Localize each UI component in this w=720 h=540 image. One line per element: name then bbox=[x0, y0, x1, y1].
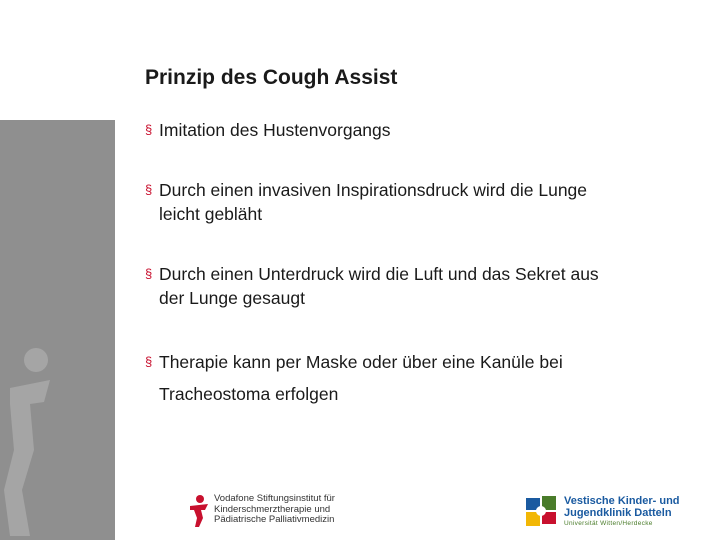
bullet-item bbox=[145, 346, 685, 410]
bullet-text-continued: der Lunge gesaugt bbox=[159, 288, 305, 308]
bullet-text-continued: leicht gebläht bbox=[159, 204, 263, 224]
bullet-marker: § bbox=[145, 266, 153, 281]
clinic-university: Universität Witten/Herdecke bbox=[564, 520, 653, 527]
slide-title: Prinzip des Cough Assist bbox=[145, 66, 398, 89]
bullet-marker: § bbox=[145, 182, 153, 197]
bullet-item bbox=[145, 118, 685, 142]
institute-line-3: Pädiatrische Palliativmedizin bbox=[214, 514, 335, 525]
clinic-logo bbox=[524, 494, 694, 528]
clinic-name-line-2: Jugendklinik Datteln bbox=[564, 507, 672, 519]
bullet-item bbox=[145, 178, 685, 226]
institute-line-1: Vodafone Stiftungsinstitut für bbox=[214, 493, 335, 504]
bullet-text: Imitation des Hustenvorgangs bbox=[159, 120, 391, 140]
bullet-list bbox=[145, 118, 685, 446]
figure-logo-icon bbox=[186, 494, 212, 528]
clinic-logo-icon bbox=[524, 494, 558, 528]
bullet-marker: § bbox=[145, 354, 153, 369]
bullet-text-continued: Tracheostoma erfolgen bbox=[159, 384, 339, 404]
clinic-name-line-1: Vestische Kinder- und bbox=[564, 495, 680, 507]
institute-logo bbox=[186, 494, 356, 528]
bullet-text: Therapie kann per Maske oder über eine Kanüle bei bbox=[159, 352, 563, 372]
bullet-marker: § bbox=[145, 122, 153, 137]
bullet-item bbox=[145, 262, 685, 310]
figure-watermark-icon bbox=[0, 340, 60, 540]
bullet-text: Durch einen Unterdruck wird die Luft und das Sekret aus bbox=[159, 264, 599, 284]
bullet-text: Durch einen invasiven Inspirationsdruck wird die Lunge bbox=[159, 180, 588, 200]
institute-line-2: Kinderschmerztherapie und bbox=[214, 503, 331, 515]
